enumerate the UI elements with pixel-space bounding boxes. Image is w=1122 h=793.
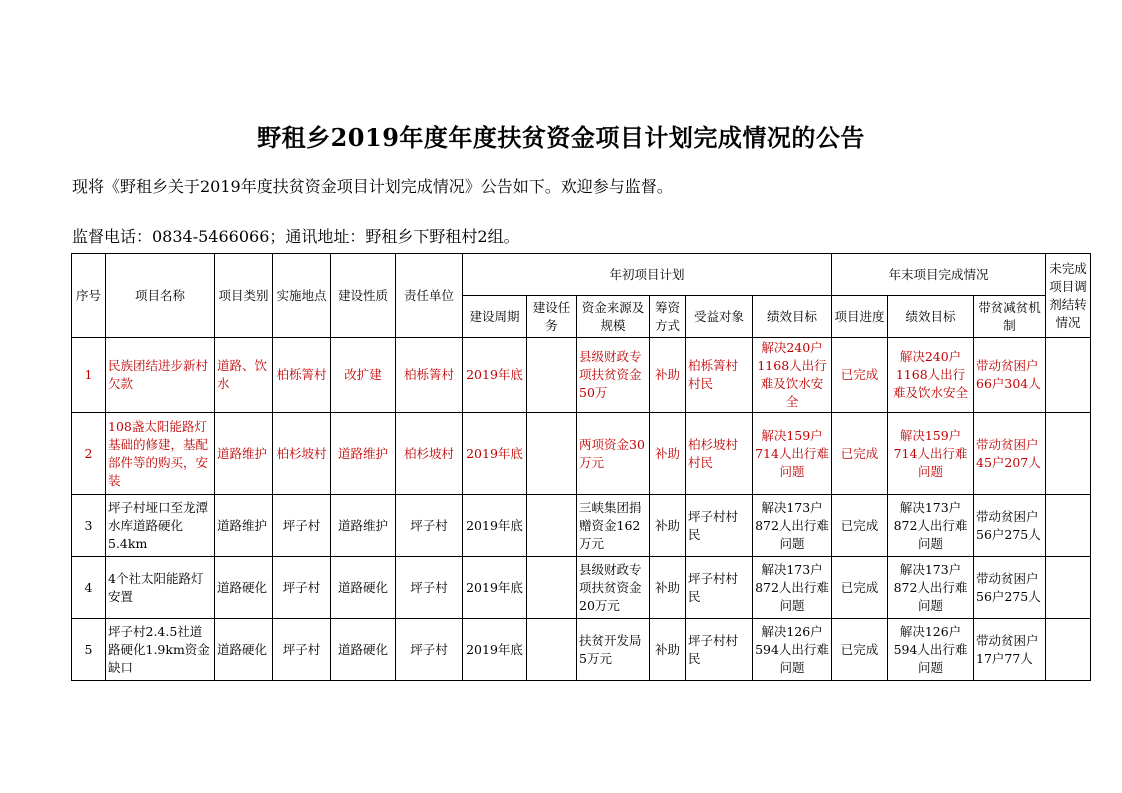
cell-location: 坪子村 (273, 557, 331, 619)
cell-goal: 解决173户872人出行难问题 (753, 557, 832, 619)
header-plan-group: 年初项目计划 (463, 254, 832, 296)
table-row (72, 619, 1091, 681)
header-category: 项目类别 (215, 254, 273, 338)
cell-method: 补助 (650, 619, 686, 681)
header-progress: 项目进度 (832, 296, 888, 338)
cell-category: 道路维护 (215, 495, 273, 557)
cell-name: 坪子村垭口至龙潭水库道路硬化5.4km (106, 495, 215, 557)
cell-fund: 三峡集团捐赠资金162万元 (577, 495, 650, 557)
cell-period: 2019年底 (463, 619, 527, 681)
cell-fund: 县级财政专项扶贫资金20万元 (577, 557, 650, 619)
cell-unfinished (1046, 413, 1091, 495)
cell-poverty: 带动贫困户56户275人 (974, 557, 1046, 619)
cell-seq: 2 (72, 413, 106, 495)
cell-seq: 1 (72, 338, 106, 413)
header-seq: 序号 (72, 254, 106, 338)
cell-goal: 解决126户594人出行难问题 (753, 619, 832, 681)
cell-task (527, 619, 577, 681)
project-table (71, 253, 1091, 681)
cell-result-goal: 解决159户714人出行难问题 (888, 413, 974, 495)
cell-method: 补助 (650, 557, 686, 619)
cell-unit: 柏栎箐村 (396, 338, 463, 413)
cell-location: 柏栎箐村 (273, 338, 331, 413)
cell-beneficiary: 柏栎箐村村民 (686, 338, 753, 413)
cell-result-goal: 解决173户872人出行难问题 (888, 495, 974, 557)
cell-beneficiary: 坪子村村民 (686, 619, 753, 681)
cell-task (527, 413, 577, 495)
cell-location: 坪子村 (273, 619, 331, 681)
cell-location: 柏杉坡村 (273, 413, 331, 495)
cell-task (527, 557, 577, 619)
cell-period: 2019年底 (463, 495, 527, 557)
cell-fund: 扶贫开发局5万元 (577, 619, 650, 681)
cell-result-goal: 解决126户594人出行难问题 (888, 619, 974, 681)
cell-seq: 3 (72, 495, 106, 557)
header-task: 建设任务 (527, 296, 577, 338)
header-goal: 绩效目标 (753, 296, 832, 338)
header-nature: 建设性质 (331, 254, 396, 338)
header-fund: 资金来源及规模 (577, 296, 650, 338)
table-row (72, 338, 1091, 413)
cell-period: 2019年底 (463, 413, 527, 495)
cell-goal: 解决173户872人出行难问题 (753, 495, 832, 557)
cell-category: 道路、饮水 (215, 338, 273, 413)
cell-fund: 县级财政专项扶贫资金50万 (577, 338, 650, 413)
cell-unfinished (1046, 495, 1091, 557)
cell-beneficiary: 坪子村村民 (686, 557, 753, 619)
cell-goal: 解决159户714人出行难问题 (753, 413, 832, 495)
cell-location: 坪子村 (273, 495, 331, 557)
table-row (72, 557, 1091, 619)
cell-method: 补助 (650, 413, 686, 495)
cell-progress: 已完成 (832, 557, 888, 619)
cell-progress: 已完成 (832, 619, 888, 681)
cell-period: 2019年底 (463, 338, 527, 413)
cell-goal: 解决240户1168人出行难及饮水安全 (753, 338, 832, 413)
cell-name: 坪子村2.4.5社道路硬化1.9km资金缺口 (106, 619, 215, 681)
cell-beneficiary: 柏杉坡村村民 (686, 413, 753, 495)
header-unit: 责任单位 (396, 254, 463, 338)
header-poverty: 带贫减贫机制 (974, 296, 1046, 338)
page-title: 野租乡2019年度年度扶贫资金项目计划完成情况的公告 (257, 123, 865, 152)
cell-nature: 改扩建 (331, 338, 396, 413)
header-row-1 (72, 254, 1091, 296)
cell-task (527, 495, 577, 557)
cell-nature: 道路硬化 (331, 619, 396, 681)
intro-text: 现将《野租乡关于2019年度扶贫资金项目计划完成情况》公告如下。欢迎参与监督。 (72, 177, 673, 196)
header-result-goal: 绩效目标 (888, 296, 974, 338)
cell-seq: 4 (72, 557, 106, 619)
cell-task (527, 338, 577, 413)
cell-period: 2019年底 (463, 557, 527, 619)
cell-nature: 道路维护 (331, 413, 396, 495)
header-name: 项目名称 (106, 254, 215, 338)
cell-method: 补助 (650, 338, 686, 413)
cell-category: 道路硬化 (215, 619, 273, 681)
table-row (72, 413, 1091, 495)
contact-text: 监督电话：0834-5466066；通讯地址：野租乡下野租村2组。 (72, 227, 520, 246)
table-row (72, 495, 1091, 557)
header-location: 实施地点 (273, 254, 331, 338)
cell-unfinished (1046, 338, 1091, 413)
cell-fund: 两项资金30万元 (577, 413, 650, 495)
cell-progress: 已完成 (832, 495, 888, 557)
cell-name: 4个社太阳能路灯安置 (106, 557, 215, 619)
cell-unfinished (1046, 619, 1091, 681)
cell-beneficiary: 坪子村村民 (686, 495, 753, 557)
cell-nature: 道路硬化 (331, 557, 396, 619)
cell-poverty: 带动贫困户66户304人 (974, 338, 1046, 413)
cell-category: 道路维护 (215, 413, 273, 495)
cell-unit: 坪子村 (396, 495, 463, 557)
cell-name: 108盏太阳能路灯基础的修建，基配部件等的购买，安装 (106, 413, 215, 495)
cell-poverty: 带动贫困户45户207人 (974, 413, 1046, 495)
header-period: 建设周期 (463, 296, 527, 338)
cell-unit: 坪子村 (396, 619, 463, 681)
cell-result-goal: 解决240户1168人出行难及饮水安全 (888, 338, 974, 413)
cell-unit: 坪子村 (396, 557, 463, 619)
cell-poverty: 带动贫困户17户77人 (974, 619, 1046, 681)
cell-name: 民族团结进步新村欠款 (106, 338, 215, 413)
cell-nature: 道路维护 (331, 495, 396, 557)
cell-seq: 5 (72, 619, 106, 681)
header-beneficiary: 受益对象 (686, 296, 753, 338)
cell-unit: 柏杉坡村 (396, 413, 463, 495)
cell-poverty: 带动贫困户56户275人 (974, 495, 1046, 557)
cell-category: 道路硬化 (215, 557, 273, 619)
cell-result-goal: 解决173户872人出行难问题 (888, 557, 974, 619)
header-method: 筹资方式 (650, 296, 686, 338)
cell-progress: 已完成 (832, 413, 888, 495)
cell-progress: 已完成 (832, 338, 888, 413)
header-result-group: 年末项目完成情况 (832, 254, 1046, 296)
cell-unfinished (1046, 557, 1091, 619)
header-unfinished: 未完成项目调剂结转情况 (1046, 254, 1091, 338)
cell-method: 补助 (650, 495, 686, 557)
